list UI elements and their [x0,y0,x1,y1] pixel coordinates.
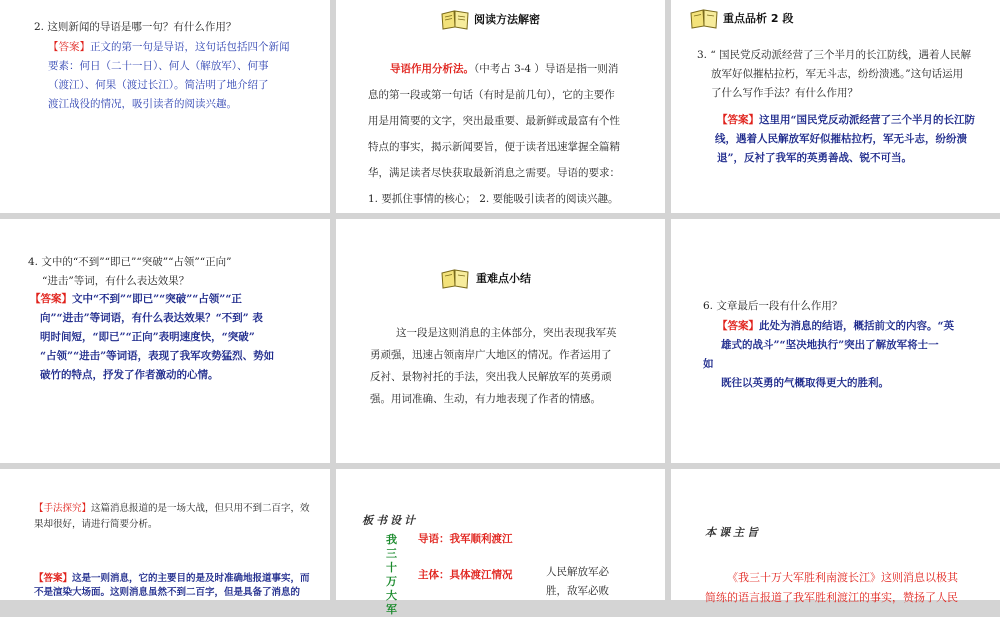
method-line: 特点的事实，揭示新闻要旨，便于读者迅速掌握全篇精 [368,141,620,153]
slide-question-2[interactable] [0,0,330,213]
answer-line: 不是渲染大场面。这则消息虽然不到二百字，但是具备了消息的 [34,587,301,598]
summary-line: 勇顽强，迅速占领南岸广大地区的情况。作者运用了 [370,349,612,361]
question-line: 放军好似摧枯拉朽，军无斗志，纷纷溃逃。”这句话运用 [711,68,964,80]
answer-line: 既往以英勇的气概取得更大的胜利。 [721,377,889,389]
conclusion-text [546,563,609,601]
summary-line: 强。用词准确、生动，有力地表现了作者的情感。 [370,393,601,405]
section-title: 重点品析 2 段 [723,12,794,25]
slide-summary[interactable] [336,219,665,463]
conclusion-line: 胜，敌军必败 [546,585,609,597]
slide-question-4[interactable] [0,219,330,463]
body-label: 主体：具体渡江情况 [418,569,513,581]
question-line: “进击”等词，有什么表达效果？ [42,275,190,287]
answer-line: 此处为消息的结语，概括前文的内容。“英 [759,320,955,332]
method-line: 华，满足读者尽快获取最新消息之需要。导语的要求： [368,167,620,179]
conclusion-line: 人民解放军必 [546,566,609,578]
summary-line: 反衬、景物衬托的手法，突出我人民解放军的英勇顽 [370,371,612,383]
answer-tag: 【答案】 [48,41,90,53]
question-line: 了什么写作手法？有什么作用？ [711,87,858,99]
method-label: 导语作用分析法。 [390,63,474,75]
question-block [697,46,997,103]
answer-line: 向”“进击”等词语，有什么表达效果？“不到” 表 [40,312,263,324]
answer-line: 要素：何日（二十一日）、何人（解放军）、何事 [48,60,269,72]
method-line: 1. 要抓住事情的核心； 2. 要能吸引读者的阅读兴趣。 [368,193,619,205]
vertical-title: 我三十万大军 [386,533,397,616]
book-icon [689,7,719,29]
answer-tag: 【答案】 [717,114,759,126]
answer-line: 雄式的战斗”“坚决地执行”突出了解放军将士一 [721,339,939,351]
answer-line: 这里用“国民党反动派经营了三个半月的长江防 [759,114,976,126]
summary-text [370,322,660,410]
question-text: 2. 这则新闻的导语是哪一句？有什么作用？ [34,21,237,33]
answer-tag: 【答案】 [30,293,72,305]
question-line: 4. 文中的“不到”“即已”“突破”“占领”“正向” [28,256,232,268]
technique-tag: 【手法探究】 [34,503,92,514]
book-icon [440,267,470,289]
answer-line: 退”，反衬了我军的英勇善战、锐不可当。 [717,152,913,164]
book-icon [440,8,470,30]
method-line: 用是用简要的文字，突出最重要、最新鲜或最富有个性 [368,115,620,127]
question-line: 3. “ 国民党反动派经营了三个半月的长江防线，遇着人民解 [697,49,972,61]
section-title: 阅读方法解密 [474,13,540,26]
answer-block [703,317,993,393]
summary-line: 这一段是这则消息的主体部分，突出表现我军英 [396,327,617,339]
main-idea-line: 《我三十万大军胜利南渡长江》这则消息以极其 [727,571,958,584]
main-idea-line: 简练的语言报道了我军胜利渡江的事实，赞扬了人民 [705,591,958,604]
answer-block [34,572,326,600]
lead-label: 导语：我军顺利渡江 [418,533,513,545]
answer-line: 文中“不到”“即已”“突破”“占领”“正 [72,293,242,305]
slide-reading-method[interactable] [336,0,665,213]
method-line: 息的第一段或第一句话（有时是前几句），它的主要作 [368,89,615,101]
technique-question [34,501,326,533]
section-title: 重难点小结 [476,272,531,285]
main-idea-text [705,568,997,608]
answer-line: （渡江）、何果（渡过长江）。简洁明了地介绍了 [48,79,269,91]
question-block [28,253,323,291]
answer-line: 破竹的特点，抒发了作者激动的心情。 [40,369,219,381]
slide-technique[interactable] [0,469,330,600]
slide-question-6[interactable] [671,219,1000,463]
answer-line: 这是一则消息，它的主要目的是及时准确地报道事实，而 [72,573,310,584]
slide-board-design[interactable] [336,469,665,616]
answer-line: “占领”“进击”等词语，表现了我军攻势猛烈、势如 [40,350,275,362]
method-line: （中考占 3-4 ）导语是指一则消 [474,63,619,75]
section-title: 板书设计 [362,514,418,527]
answer-tag: 【答案】 [34,573,73,584]
answer-block [48,38,318,114]
answer-line: 渡江战役的情况，吸引读者的阅读兴趣。 [48,98,237,110]
answer-block [717,111,997,168]
question-line: 果却很好，请进行简要分析。 [34,519,158,530]
question-text: 6. 文章最后一段有什么作用？ [703,300,843,312]
section-title: 本课主旨 [705,526,761,539]
answer-tag: 【答案】 [717,320,759,332]
answer-line: 明时间短，“即已”“正向”表明速度快，“突破” [40,331,255,343]
answer-line: 线，遇着人民解放军好似摧枯拉朽，军无斗志，纷纷溃 [715,133,967,145]
answer-line: 如 [703,358,714,370]
slide-key-paragraph[interactable] [671,0,1000,213]
answer-line: 正文的第一句是导语，这句话包括四个新闻 [90,41,290,53]
slide-main-idea[interactable] [671,469,1000,604]
answer-block [30,290,325,385]
question-line: 这篇消息报道的是一场大战，但只用不到二百字，效 [91,503,310,514]
method-text [368,56,658,212]
